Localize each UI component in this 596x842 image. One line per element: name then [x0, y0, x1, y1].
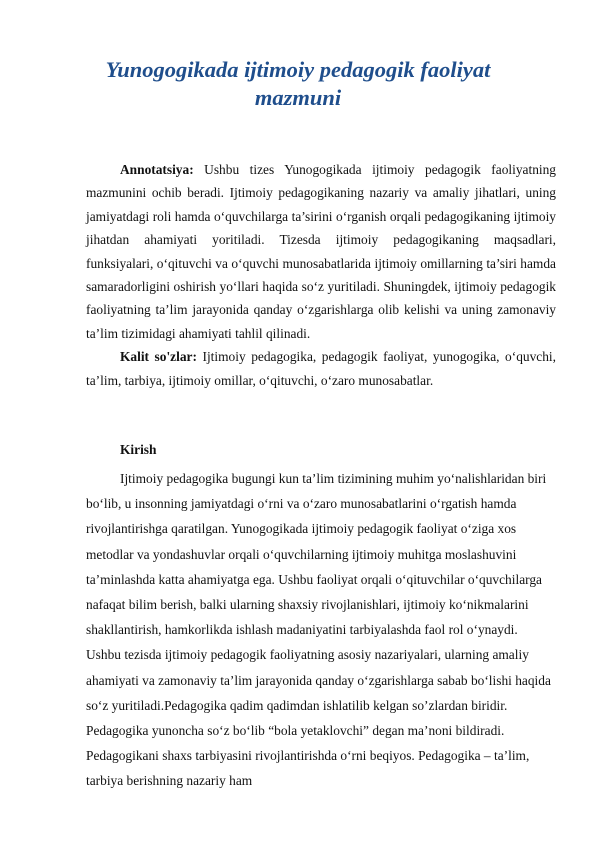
- paper-title: Yunogogikada ijtimoiy pedagogik faoliyat mazmuni: [105, 57, 491, 110]
- abstract-section: [86, 158, 556, 392]
- abstract-label: Annotatsiya:: [120, 162, 194, 177]
- intro-section: [86, 466, 556, 794]
- intro-paragraph: Ijtimoiy pedagogika bugungi kun ta’lim tizimining muhim yo‘nalishlaridan biri bo‘lib, u insonning jamiyatdagi o‘rni va o‘zaro munosabatlarini o‘rgatish hamda rivojlantirishga qaratilgan. Yunogogikada ijtimoiy pedagogik faoliyat o‘ziga xos metodlar va yondashuvlar orqali o‘quvchilarning ijtimoiy muhitga moslashuvini ta’minlashda katta ahamiyatga ega. Ushbu faoliyat orqali o‘qituvchilar o‘quvchilarga nafaqat bilim berish, balki ularning shaxsiy rivojlanishlari, ijtimoiy ko‘nikmalarini shakllantirish, hamkorlikda ishlash madaniyatini tarbiyalashda faol rol o‘ynaydi. Ushbu tezisda ijtimoiy pedagogik faoliyatning asosiy nazariyalari, ularning amaliy ahamiyati va zamonaviy ta’lim jarayonida qanday o‘zgarishlarga sabab bo‘lishi haqida so‘z yuritiladi.Pedagogika qadim qadimdan ishlatilib kelgan so’zlardan biridir. Pedagogika yunoncha so‘z bo‘lib “bola yetaklovchi” degan ma’noni bildiradi. Pedagogikani shaxs tarbiyasini rivojlantirishda o‘rni beqiyos. Pedagogika – ta’lim, tarbiya berishning nazariy ham: [86, 471, 551, 789]
- keywords-text: Ijtimoiy pedagogika, pedagogik faoliyat, yunogogika, o‘quvchi, ta’lim, tarbiya, ijtimoiy omillar, o‘qituvchi, o‘zaro munosabatlar.: [86, 349, 556, 388]
- keywords-paragraph: [86, 345, 556, 392]
- abstract-text: Ushbu tizes Yunogogikada ijtimoiy pedagogik faoliyatning mazmunini ochib beradi. Ijtimoiy pedagogikaning nazariy va amaliy jihatlari, uning jamiyatdagi roli hamda o‘quvchilarga ta’sirini o‘rganish orqali pedagogikaning ijtimoiy jihatdan ahamiyati yoritiladi. Tizesda ijtimoiy pedagogikaning maqsadlari, funksiyalari, o‘qituvchi va o‘quvchi munosabatlarida ijtimoiy omillarning ta’siri hamda samaradorligini oshirish yo‘llari haqida so‘z yuritiladi. Shuningdek, ijtimoiy pedagogik faoliyatning ta’lim jarayonida qanday o‘zgarishlarga olib kelishi va uning zamonaviy ta’lim tizimidagi ahamiyati tahlil qilinadi.: [86, 162, 556, 341]
- abstract-paragraph: [86, 158, 556, 345]
- keywords-label: Kalit so'zlar:: [120, 349, 197, 365]
- section-heading-intro: Kirish: [120, 442, 157, 457]
